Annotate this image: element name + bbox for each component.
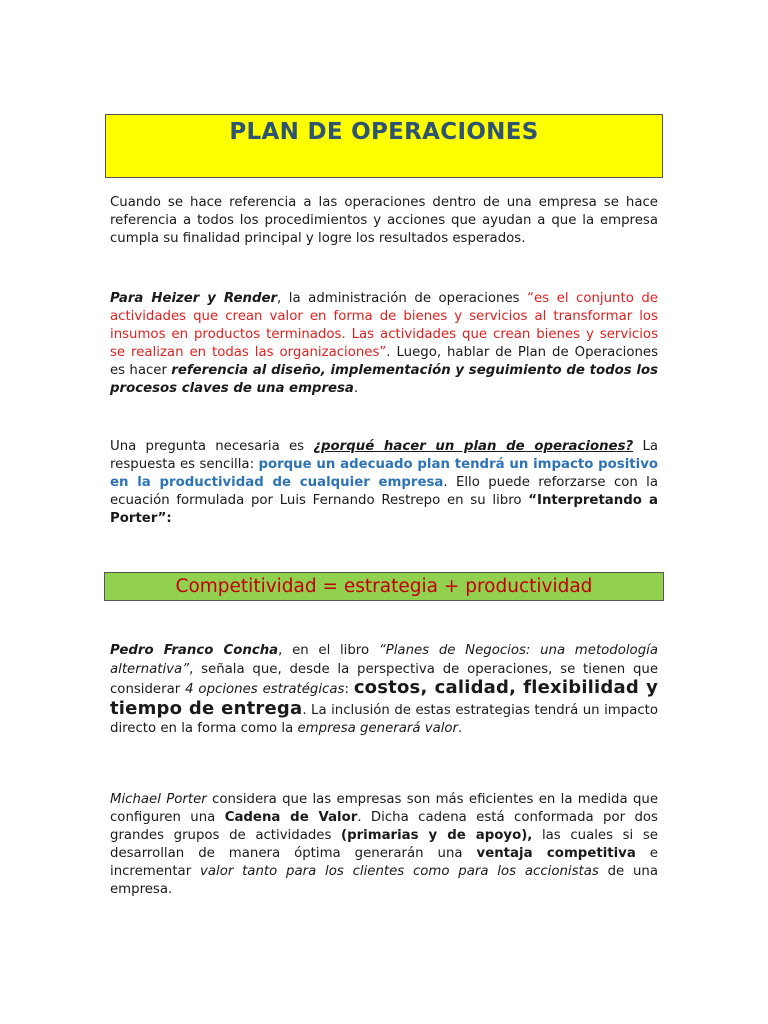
text-span: , la administración de operaciones xyxy=(277,291,528,306)
paragraph-porter xyxy=(110,791,658,899)
empresa-valor: empresa generará valor xyxy=(297,721,459,736)
book-planes-negocios: “Planes de Negocios: una metodología alternativa” xyxy=(110,643,658,677)
answer-text: porque un adecuado plan tendrá un impacto positivo en la productividad de cualquier empresa xyxy=(110,457,659,490)
paragraph-franco-concha xyxy=(110,642,658,739)
author-porter: Michael Porter xyxy=(110,792,207,807)
emphasis-referencia: referencia al diseño, implementación y seguimiento de todos los procesos claves de una empresa xyxy=(110,363,658,396)
paragraph-intro: Cuando se hace referencia a las operaciones dentro de una empresa se hace referencia a todos los procedimientos y acciones que ayudan a que la empresa cumpla su finalidad principal y logre los resultados esperados. xyxy=(110,195,658,246)
equation-text: Competitividad = estrategia + productividad xyxy=(175,576,593,597)
opciones-estrategicas: 4 opciones estratégicas xyxy=(185,682,345,697)
page-title: PLAN DE OPERACIONES xyxy=(229,119,539,145)
paragraph-pregunta xyxy=(110,438,658,528)
cadena-valor: Cadena de Valor xyxy=(224,810,358,825)
title-box xyxy=(105,114,663,178)
text-span: e incrementar xyxy=(110,846,658,879)
text-span: , en el libro xyxy=(278,643,379,658)
author-franco-concha: Pedro Franco Concha xyxy=(110,643,279,658)
activity-groups: (primarias y de apoyo), xyxy=(341,828,533,843)
text-span: . La inclusión de estas estrategias tendrá un impacto directo en la forma como la xyxy=(110,702,658,736)
equation-box xyxy=(104,572,664,601)
text-span: las cuales si se desarrollan de manera óptima generarán una xyxy=(110,828,658,861)
book-porter: “Interpretando a Porter”: xyxy=(110,493,658,526)
definition-quote: “es el conjunto de actividades que crean valor en forma de bienes y servicios al transformar los insumos en productos terminados. Las actividades que crean bienes y servicios se realizan en todas las organizaciones” xyxy=(110,291,658,360)
text-span: . xyxy=(458,721,463,736)
text-span: de una empresa. xyxy=(110,864,659,897)
author-heizer-render: Para Heizer y Render xyxy=(110,291,278,306)
text-span: La respuesta es sencilla: xyxy=(110,439,658,472)
text-span: . Ello puede reforzarse con la ecuación formulada por Luis Fernando Restrepo en su libro xyxy=(110,475,659,508)
text-span: . Dicha cadena está conformada por dos grandes grupos de actividades xyxy=(110,810,658,843)
ventaja-competitiva: ventaja competitiva xyxy=(476,846,636,861)
text-span: : xyxy=(344,682,354,697)
paragraph-heizer-render xyxy=(110,290,658,398)
valor-clientes-accionistas: valor tanto para los clientes como para los accionistas xyxy=(199,864,599,879)
text-span: Una pregunta necesaria es xyxy=(110,439,314,454)
text-span: considera que las empresas son más eficientes en la medida que configuren una xyxy=(110,792,659,825)
text-span: . Luego, hablar de Plan de Operaciones es hacer xyxy=(110,345,658,378)
strategies-list: costos, calidad, flexibilidad y tiempo de entrega xyxy=(110,677,658,719)
text-span: . xyxy=(353,381,359,396)
text-span: , señala que, desde la perspectiva de operaciones, se tienen que considerar xyxy=(110,661,658,697)
question-text: ¿porqué hacer un plan de operaciones? xyxy=(313,439,634,454)
